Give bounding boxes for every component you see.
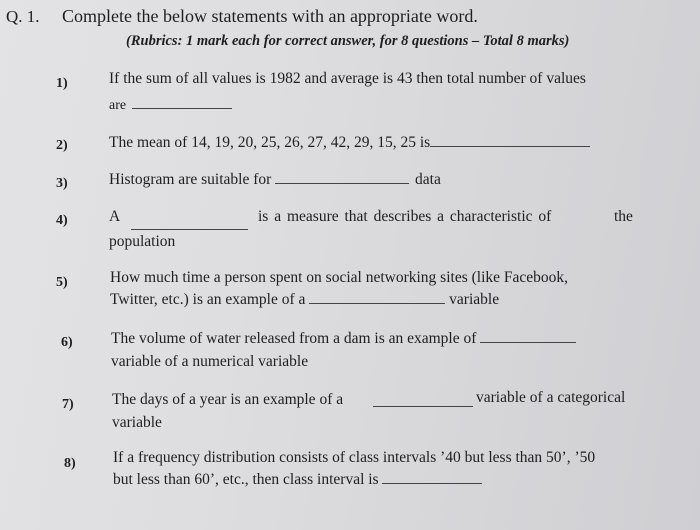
- item-1-text: are: [109, 98, 127, 113]
- item-number-2: 2): [56, 138, 68, 153]
- item-7-line-2: variable: [112, 414, 162, 431]
- question-label: Q. 1.: [6, 7, 40, 26]
- answer-blank-8[interactable]: [382, 471, 482, 484]
- item-4-text-b: is a measure that describes a characteristic of: [258, 208, 552, 225]
- item-number-1: 1): [56, 76, 68, 91]
- item-4-line-2: population: [109, 233, 176, 250]
- item-5-line-1: How much time a person spent on social networking sites (like Facebook,: [110, 269, 569, 286]
- item-7-text-b: variable of a categorical: [476, 389, 626, 406]
- item-number-8: 8): [64, 456, 76, 471]
- item-4-text-c: the: [614, 208, 633, 225]
- question-heading: Complete the below statements with an appropriate word.: [62, 6, 478, 26]
- item-2-line-1: [109, 134, 590, 152]
- item-8-text: but less than 60’, etc., then class interval is: [113, 471, 379, 488]
- answer-blank-4[interactable]: [131, 229, 248, 230]
- item-5-line-2: [110, 291, 499, 309]
- item-3-text-b: data: [415, 171, 441, 188]
- item-number-4: 4): [56, 213, 68, 228]
- answer-blank-2[interactable]: [430, 134, 590, 147]
- answer-blank-7[interactable]: [373, 406, 473, 407]
- item-number-5: 5): [56, 275, 68, 290]
- item-8-line-2: [113, 471, 482, 489]
- item-6-line-1: [111, 330, 576, 348]
- item-3-line-1: [109, 171, 441, 189]
- rubric-text: (Rubrics: 1 mark each for correct answer, for 8 questions – Total 8 marks): [126, 33, 570, 49]
- item-8-line-1: If a frequency distribution consists of class intervals ’40 but less than 50’, ’50: [113, 449, 596, 466]
- item-1-line-2: [109, 96, 232, 114]
- item-1-line-1: If the sum of all values is 1982 and average is 43 then total number of values: [109, 70, 586, 87]
- item-5-text-a: Twitter, etc.) is an example of a: [110, 291, 306, 308]
- item-6-line-2: variable of a numerical variable: [111, 353, 309, 370]
- item-4-text-a: A: [109, 208, 121, 225]
- answer-blank-3[interactable]: [275, 171, 409, 184]
- item-number-7: 7): [62, 397, 74, 412]
- item-number-6: 6): [61, 335, 73, 350]
- item-7-text-a: The days of a year is an example of a: [112, 391, 344, 408]
- item-number-3: 3): [56, 176, 68, 191]
- item-6-text: The volume of water released from a dam is an example of: [111, 330, 477, 347]
- answer-blank-1[interactable]: [132, 96, 232, 109]
- item-5-text-b: variable: [449, 291, 500, 308]
- item-2-text: The mean of 14, 19, 20, 25, 26, 27, 42, 29, 15, 25 is: [109, 134, 431, 151]
- item-3-text-a: Histogram are suitable for: [109, 171, 272, 188]
- answer-blank-5[interactable]: [309, 291, 445, 304]
- answer-blank-6[interactable]: [480, 330, 576, 343]
